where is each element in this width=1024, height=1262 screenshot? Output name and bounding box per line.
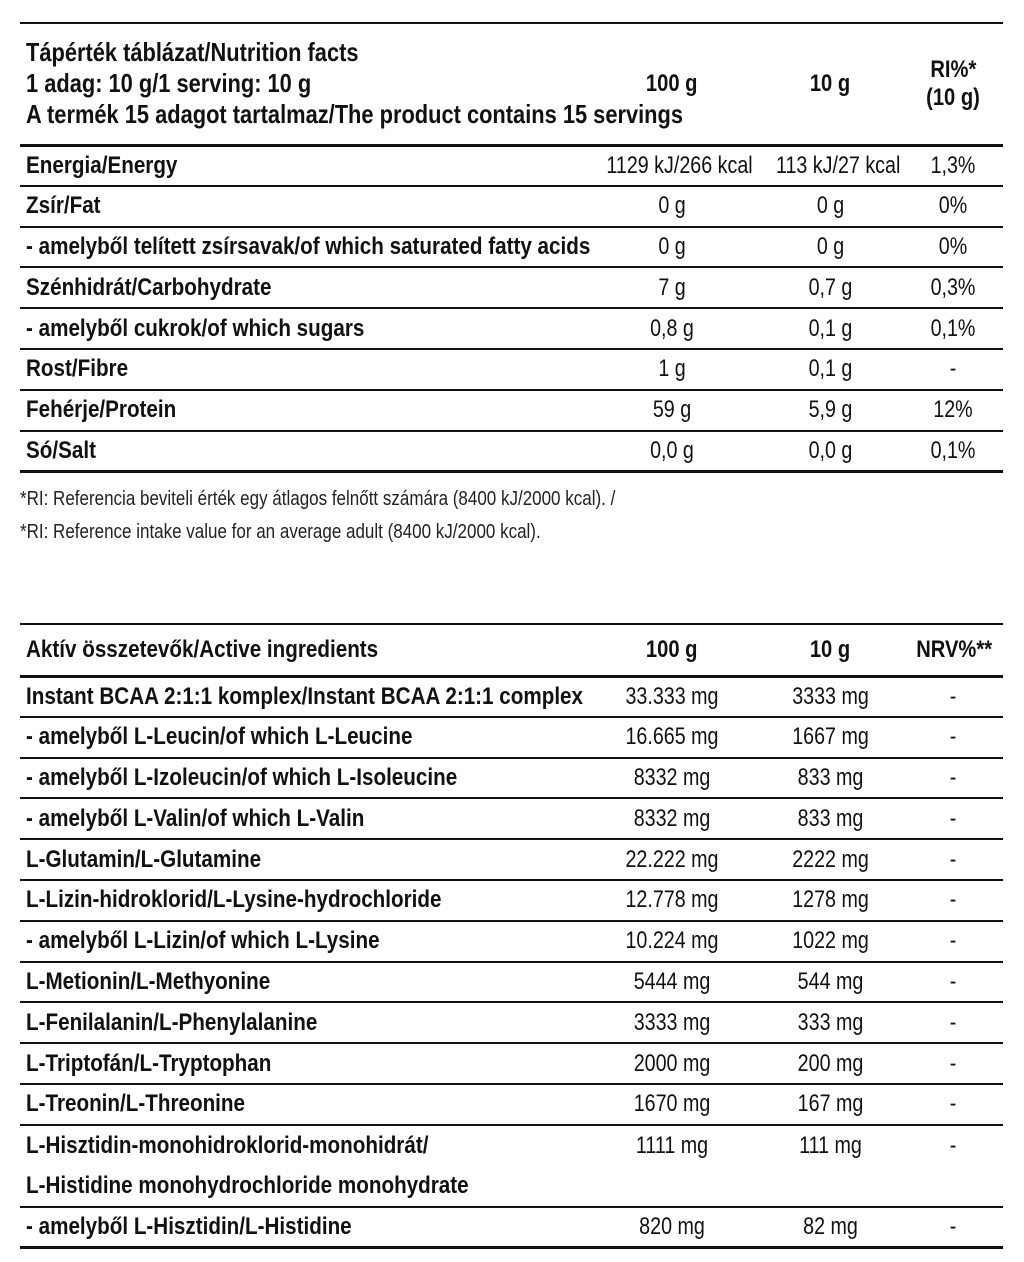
active-ingredients-table: [20, 623, 1003, 1249]
row-label: - amelyből telített zsírsavak/of which saturated fatty acids: [26, 232, 591, 260]
value-100g: 1111 mg: [635, 1131, 709, 1159]
value-10g: 82 mg: [803, 1212, 858, 1240]
value-10g: 0,7 g: [808, 273, 853, 301]
ingredient-row: [20, 1002, 1003, 1043]
value-10g: 5,9 g: [808, 396, 853, 424]
nutrition-row: [20, 431, 1003, 472]
value-nrv: -: [949, 723, 957, 751]
nutrition-row: [20, 349, 1003, 390]
nutrition-row: [20, 308, 1003, 349]
col-header-10g: 10 g: [810, 635, 851, 663]
value-nrv: -: [949, 927, 957, 955]
nutrient-name: [20, 227, 591, 268]
row-label: - amelyből L-Hisztidin/L-Histidine: [26, 1212, 352, 1240]
nutrient-name: [20, 267, 586, 308]
col-header-ri: RI%* (10 g): [926, 55, 980, 111]
value-10g: 1022 mg: [792, 927, 869, 955]
row-label: Fehérje/Protein: [26, 396, 177, 424]
value-10g: 3333 mg: [792, 682, 869, 710]
value-100g: 0,0 g: [650, 436, 694, 464]
ingredients-title: Aktív összetevők/Active ingredients: [26, 635, 379, 663]
col-header-nrv: NRV%**: [916, 635, 993, 663]
value-10g: 1278 mg: [792, 886, 869, 914]
nutrition-row: [20, 227, 1003, 268]
ingredient-name: [20, 717, 586, 758]
nutrient-name: [20, 308, 586, 349]
nutrient-name: [20, 431, 586, 472]
value-ri: 0%: [938, 232, 968, 260]
value-100g: 16.665 mg: [625, 723, 719, 751]
nutrition-header-row: [20, 23, 1003, 145]
value-100g: 8332 mg: [633, 763, 711, 791]
value-10g: 200 mg: [797, 1049, 864, 1077]
value-100g: 1129 kJ/266 kcal: [606, 151, 753, 179]
value-10g: 167 mg: [797, 1090, 864, 1118]
nutrient-name: [20, 145, 586, 186]
ingredient-row: [20, 880, 1003, 921]
value-100g: 33.333 mg: [625, 682, 719, 710]
ingredient-name: [20, 1002, 586, 1043]
row-label: - amelyből L-Valin/of which L-Valin: [26, 804, 365, 832]
ingredient-row: [20, 1125, 1003, 1207]
value-10g: 544 mg: [797, 967, 864, 995]
value-100g: 0,8 g: [650, 314, 694, 342]
value-100g: 0 g: [658, 232, 686, 260]
value-ri: 0%: [938, 192, 968, 220]
value-100g: 1 g: [658, 355, 686, 383]
footnote-hu: *RI: Referencia beviteli érték egy átlagos felnőtt számára (8400 kJ/2000 kcal). /: [20, 488, 616, 510]
row-label: Rost/Fibre: [26, 355, 129, 383]
row-label: - amelyből cukrok/of which sugars: [26, 314, 365, 342]
value-10g: 0,1 g: [808, 314, 853, 342]
value-100g: 10.224 mg: [625, 927, 719, 955]
nutrition-row: [20, 390, 1003, 431]
nutrition-facts-table: [20, 22, 1003, 473]
row-label: L-Glutamin/L-Glutamine: [26, 845, 262, 873]
value-100g: 8332 mg: [633, 804, 711, 832]
value-100g: 2000 mg: [633, 1049, 711, 1077]
ingredient-row: [20, 798, 1003, 839]
row-label: L-Hisztidin-monohidroklorid-monohidrát/: [26, 1131, 429, 1159]
row-label: Só/Salt: [26, 436, 96, 464]
ingredient-row: [20, 962, 1003, 1003]
value-nrv: -: [949, 1131, 957, 1159]
ingredient-row: [20, 1084, 1003, 1125]
value-100g: 5444 mg: [633, 967, 711, 995]
nutrition-title: Tápérték táblázat/Nutrition facts: [26, 37, 359, 68]
col-header-100g: 100 g: [646, 635, 698, 663]
value-nrv: -: [949, 1049, 957, 1077]
ingredient-row: [20, 921, 1003, 962]
row-label: Zsír/Fat: [26, 192, 101, 220]
ingredient-name: [20, 921, 586, 962]
value-10g: 113 kJ/27 kcal: [775, 151, 901, 179]
value-10g: 833 mg: [797, 763, 864, 791]
nutrition-row: [20, 267, 1003, 308]
value-100g: 3333 mg: [633, 1008, 711, 1036]
value-nrv: -: [949, 763, 957, 791]
nutrient-name: [20, 186, 586, 227]
value-100g: 59 g: [652, 396, 692, 424]
ingredient-name: [20, 798, 586, 839]
value-100g: 12.778 mg: [625, 886, 719, 914]
ingredient-name: [20, 1207, 586, 1248]
ingredient-row: [20, 758, 1003, 799]
value-10g: 111 mg: [799, 1131, 862, 1159]
row-label: L-Fenilalanin/L-Phenylalanine: [26, 1008, 318, 1036]
ingredient-name: [20, 880, 586, 921]
value-10g: 0,1 g: [808, 355, 853, 383]
value-10g: 833 mg: [797, 804, 864, 832]
col-header-100g: 100 g: [646, 69, 698, 97]
value-nrv: -: [949, 682, 957, 710]
value-ri: 1,3%: [930, 151, 976, 179]
row-label: L-Lizin-hidroklorid/L-Lysine-hydrochloride: [26, 886, 442, 914]
ingredients-header-row: [20, 624, 1003, 676]
ingredient-row: [20, 676, 1003, 717]
ingredient-name: [20, 839, 586, 880]
value-10g: 333 mg: [797, 1008, 864, 1036]
ingredient-row: [20, 717, 1003, 758]
row-label: Szénhidrát/Carbohydrate: [26, 273, 272, 301]
ingredient-name: [20, 1043, 586, 1084]
ingredient-row: [20, 1043, 1003, 1084]
value-100g: 22.222 mg: [625, 845, 719, 873]
value-10g: 1667 mg: [792, 723, 869, 751]
row-label: - amelyből L-Izoleucin/of which L-Isoleucine: [26, 763, 458, 791]
value-ri: -: [949, 355, 957, 383]
value-10g: 0,0 g: [808, 436, 853, 464]
value-nrv: -: [949, 1008, 957, 1036]
row-label: L-Triptofán/L-Tryptophan: [26, 1049, 272, 1077]
value-ri: 12%: [933, 396, 973, 424]
row-label: Instant BCAA 2:1:1 komplex/Instant BCAA 2:1:1 complex: [26, 682, 584, 710]
ingredient-row: [20, 839, 1003, 880]
nutrient-name: [20, 390, 586, 431]
nutrition-row: [20, 186, 1003, 227]
servings-per-container: A termék 15 adagot tartalmaz/The product contains 15 servings: [26, 99, 684, 130]
row-label: - amelyből L-Lizin/of which L-Lysine: [26, 927, 380, 955]
ingredient-name: [20, 758, 586, 799]
value-nrv: -: [949, 1090, 957, 1118]
value-ri: 0,1%: [930, 436, 976, 464]
value-ri: 0,3%: [930, 273, 976, 301]
row-label: L-Histidine monohydrochloride monohydrate: [26, 1171, 469, 1199]
ingredient-name: [20, 1125, 586, 1207]
value-100g: 820 mg: [639, 1212, 705, 1240]
value-nrv: -: [949, 804, 957, 832]
value-10g: 0 g: [816, 192, 845, 220]
nutrient-name: [20, 349, 586, 390]
value-nrv: -: [949, 1212, 957, 1240]
serving-size: 1 adag: 10 g/1 serving: 10 g: [26, 68, 312, 99]
ingredient-name: [20, 676, 586, 717]
row-label: L-Treonin/L-Threonine: [26, 1090, 246, 1118]
value-nrv: -: [949, 886, 957, 914]
nutrition-row: [20, 145, 1003, 186]
value-nrv: -: [949, 845, 957, 873]
footnote-en: *RI: Reference intake value for an average adult (8400 kJ/2000 kcal).: [20, 521, 541, 543]
value-10g: 0 g: [816, 232, 845, 260]
row-label: Energia/Energy: [26, 151, 178, 179]
row-label: L-Metionin/L-Methyonine: [26, 967, 271, 995]
value-100g: 1670 mg: [633, 1090, 711, 1118]
row-label: - amelyből L-Leucin/of which L-Leucine: [26, 723, 413, 751]
col-header-10g: 10 g: [810, 69, 851, 97]
value-100g: 7 g: [658, 273, 686, 301]
ingredient-row: [20, 1207, 1003, 1248]
value-nrv: -: [949, 967, 957, 995]
ingredient-name: [20, 962, 586, 1003]
value-ri: 0,1%: [930, 314, 976, 342]
value-10g: 2222 mg: [792, 845, 869, 873]
value-100g: 0 g: [658, 192, 686, 220]
ingredient-name: [20, 1084, 586, 1125]
